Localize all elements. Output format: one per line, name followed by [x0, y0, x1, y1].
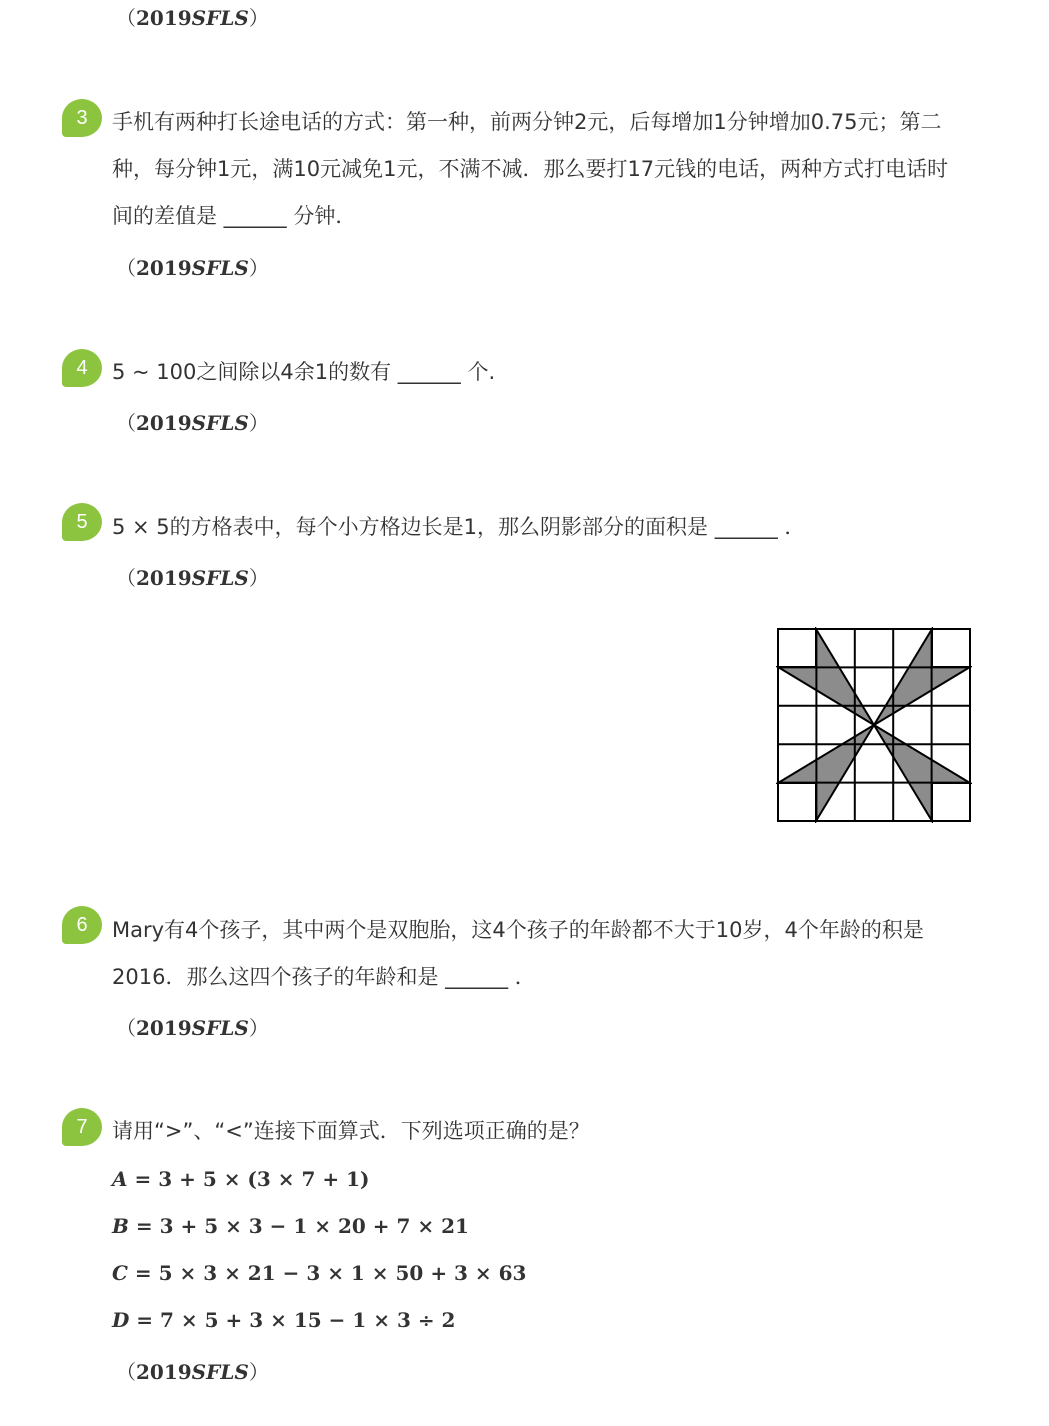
question-number-badge: 7 — [62, 1108, 102, 1146]
question-number-badge: 6 — [62, 906, 102, 944]
question-text-line: 种，每分钟1元，满10元减免1元，不满不减．那么要打17元钱的电话，两种方式打电话时 — [112, 157, 949, 181]
shaded-regions — [778, 629, 970, 821]
shaded-triangle — [778, 725, 874, 821]
expression-b: B = 3 + 5 × 3 − 1 × 20 + 7 × 21 — [112, 1214, 469, 1238]
expression-a: A = 3 + 5 × (3 × 7 + 1) — [112, 1167, 370, 1191]
question-number-badge: 5 — [62, 503, 102, 541]
question-text-line: 间的差值是 ______ 分钟． — [112, 204, 357, 228]
question-text-line: 请用“>”、“<”连接下面算式．下列选项正确的是？ — [112, 1119, 590, 1143]
expression-c: C = 5 × 3 × 21 − 3 × 1 × 50 + 3 × 63 — [112, 1261, 527, 1285]
question-text-line: 5 × 5的方格表中，每个小方格边长是1，那么阴影部分的面积是 ______ ． — [112, 515, 806, 539]
expression-d: D = 7 × 5 + 3 × 15 − 1 × 3 ÷ 2 — [112, 1308, 456, 1332]
grid-figure — [776, 627, 972, 823]
question-text-line: 2016．那么这四个孩子的年龄和是 ______ ． — [112, 965, 536, 989]
shaded-triangle — [874, 725, 970, 821]
question-text-line: 手机有两种打长途电话的方式：第一种，前两分钟2元，后每增加1分钟增加0.75元；第二 — [112, 110, 942, 134]
shaded-triangle — [874, 629, 970, 725]
question-number-badge: 4 — [62, 349, 102, 387]
source-tag: （2019SFLS） — [116, 566, 269, 590]
question-number-badge: 3 — [62, 99, 102, 137]
source-tag: （2019SFLS） — [116, 1360, 269, 1384]
source-tag: （2019SFLS） — [116, 256, 269, 280]
question-text-line: Mary有4个孩子，其中两个是双胞胎，这4个孩子的年龄都不大于10岁，4个年龄的积是 — [112, 918, 924, 942]
source-tag: （2019SFLS） — [116, 411, 269, 435]
shaded-triangle — [778, 629, 874, 725]
question-text-line: 5 ~ 100之间除以4余1的数有 ______ 个. — [112, 360, 496, 384]
source-tag: （2019SFLS） — [116, 1016, 269, 1040]
source-tag: （2019SFLS） — [116, 6, 269, 30]
